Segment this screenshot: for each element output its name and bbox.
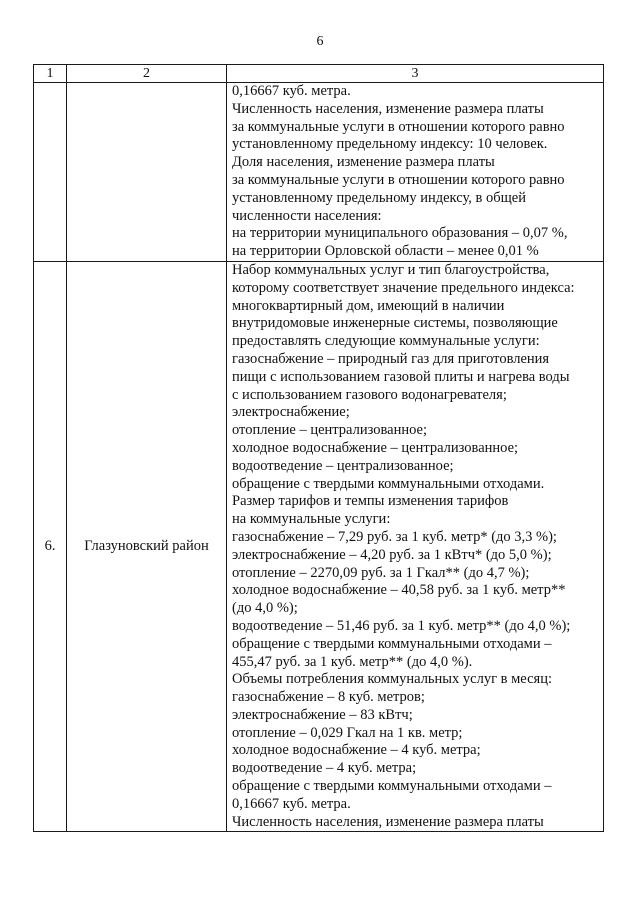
text-line: водоотведение – 51,46 руб. за 1 куб. метр** (до 4,0 %);: [232, 617, 571, 634]
text-line: обращение с твердыми коммунальными отходами.: [232, 475, 545, 492]
text-line: которому соответствует значение предельного индекса:: [232, 279, 575, 296]
text-line: обращение с твердыми коммунальными отходами –: [232, 635, 552, 652]
text-line: Размер тарифов и темпы изменения тарифов: [232, 493, 509, 510]
text-line: установленному предельному индексу, в общей: [232, 189, 526, 206]
text-line: пищи с использованием газовой плиты и нагрева воды: [232, 368, 570, 385]
text-line: холодное водоснабжение – централизованное;: [232, 439, 519, 456]
text-line: внутридомовые инженерные системы, позволяющие: [232, 315, 558, 332]
district-cell: [67, 83, 227, 262]
text-line: холодное водоснабжение – 4 куб. метра;: [232, 742, 481, 759]
table-row-continued: [34, 83, 604, 262]
text-line: электроснабжение;: [232, 404, 350, 421]
text-line: Численность населения, изменение размера платы: [232, 100, 544, 117]
tariff-table: [33, 64, 604, 832]
text-line: обращение с твердыми коммунальными отходами –: [232, 778, 552, 795]
text-line: Численность населения, изменение размера платы: [232, 813, 544, 830]
text-line: на коммунальные услуги:: [232, 511, 391, 528]
text-line: численности населения:: [232, 207, 382, 224]
text-line: отопление – централизованное;: [232, 422, 428, 439]
text-line: газоснабжение – природный газ для приготовления: [232, 350, 550, 367]
text-line: водоотведение – 4 куб. метра;: [232, 760, 417, 777]
district-name-cell: Глазуновский район: [67, 261, 227, 832]
page-number: 6: [316, 34, 324, 49]
row-number-cell: [34, 83, 67, 262]
text-line: газоснабжение – 7,29 руб. за 1 куб. метр* (до 3,3 %);: [232, 528, 557, 545]
text-line: холодное водоснабжение – 40,58 руб. за 1 куб. метр**: [232, 582, 566, 599]
text-line: Доля населения, изменение размера платы: [232, 154, 495, 171]
text-line: водоотведение – централизованное;: [232, 457, 454, 474]
text-line: 0,16667 куб. метра.: [232, 83, 351, 99]
text-line: 455,47 руб. за 1 куб. метр** (до 4,0 %).: [232, 653, 473, 670]
text-line: за коммунальные услуги в отношении которого равно: [232, 171, 565, 188]
table-header-row: [34, 65, 604, 83]
text-line: с использованием газового водонагревателя;: [232, 386, 507, 403]
text-line: многоквартирный дом, имеющий в наличии: [232, 297, 505, 314]
row-number-cell: 6.: [34, 261, 67, 832]
text-line: за коммунальные услуги в отношении которого равно: [232, 118, 565, 135]
text-line: отопление – 2270,09 руб. за 1 Гкал** (до 4,7 %);: [232, 564, 530, 581]
description-cell: [227, 83, 604, 262]
column-header-2: 2: [67, 65, 227, 83]
text-line: 0,16667 куб. метра.: [232, 795, 351, 812]
text-line: Объемы потребления коммунальных услуг в месяц:: [232, 671, 552, 688]
column-header-3: 3: [227, 65, 604, 83]
description-cell: [227, 261, 604, 832]
text-line: на территории Орловской области – менее 0,01 %: [232, 243, 539, 260]
table-row-glazunovsky: [34, 261, 604, 832]
text-line: отопление – 0,029 Гкал на 1 кв. метр;: [232, 724, 463, 741]
text-line: предоставлять следующие коммунальные услуги:: [232, 333, 540, 350]
text-line: электроснабжение – 83 кВтч;: [232, 706, 413, 723]
column-header-1: 1: [34, 65, 67, 83]
text-line: Набор коммунальных услуг и тип благоустройства,: [232, 261, 550, 278]
text-line: установленному предельному индексу: 10 человек.: [232, 136, 548, 153]
text-line: газоснабжение – 8 куб. метров;: [232, 689, 425, 706]
text-line: (до 4,0 %);: [232, 600, 298, 617]
text-line: электроснабжение – 4,20 руб. за 1 кВтч* (до 5,0 %);: [232, 546, 552, 563]
text-line: на территории муниципального образования – 0,07 %,: [232, 225, 568, 242]
